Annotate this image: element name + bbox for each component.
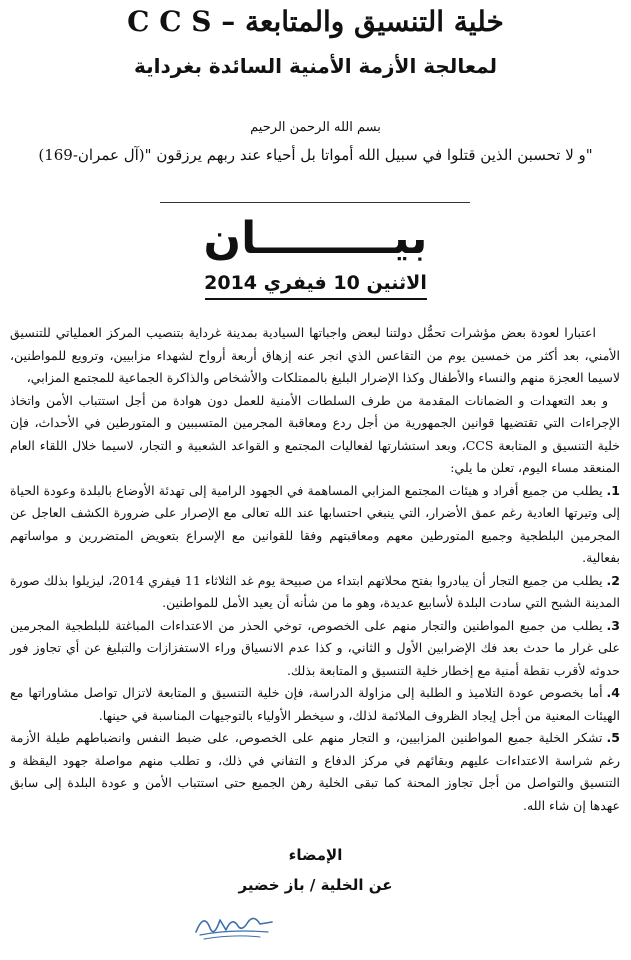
document-title: بيـــــــــان <box>203 213 428 264</box>
signer-name: عن الخلية / باز خضير <box>238 876 393 894</box>
intro-paragraph: اعتبارا لعودة بعض مؤشرات تحمُّل دولتنا لبعض واجباتها السيادية بمدينة غرداية بتنصيب المركز العملياتي للتنسيق الأمني، بعد أكثر من خمسين يوم من التقاعس الذي انجر عنه إزهاق أربعة أرواح لشهداء مزابيين، وترويع للمواطنين، لاسيما العجزة منهم والنساء والأطفال وكذا الإضرار البليغ بالممتلكات والأشخاص والذاكرة الجماعية للمجتمع المزابي، <box>10 325 620 385</box>
list-item <box>10 570 620 615</box>
list-item <box>10 615 620 683</box>
document-date: الاثنين 10 فيفري 2014 <box>204 272 427 294</box>
separator-line <box>160 202 470 203</box>
header-organization-purpose: لمعالجة الأزمة الأمنية السائدة بغرداية <box>133 54 498 78</box>
item-text: يطلب من جميع التجار أن يبادروا بفتح محلاتهم ابتداء من صبيحة يوم غد الثلاثاء 11 فيفري 2014، ليزيلوا بذلك صورة المدينة الشبح التي سادت البلدة لأسابيع عديدة، وهو ما من شأنه أن يعيد الأمل للمواطنين. <box>10 572 620 610</box>
list-item <box>10 727 620 817</box>
basmala: بسم الله الرحمن الرحيم <box>250 120 381 135</box>
item-number: 2. <box>606 572 620 588</box>
document-body <box>10 322 620 817</box>
commitments-paragraph: و بعد التعهدات و الضمانات المقدمة من طرف السلطات الأمنية للعمل دون هوادة من أجل استتباب الأمن واتخاذ الإجراءات التي تقتضيها قوانين الجمهورية من أجل ردع ومعاقبة المجرمين المتسببين و المتورطين في الأحداث، فإن خلية التنسيق و المتابعة CCS، وبعد استشارتها لفعاليات المجتمع و القواعد الشعبية و التجار، لاسيما خلال اللقاء العام المنعقد مساء اليوم، تعلن ما يلي: <box>10 392 620 475</box>
item-text: أما بخصوص عودة التلاميذ و الطلبة إلى مزاولة الدراسة، فإن خلية التنسيق و المتابعة لاتزال تواصل مشاوراتها مع الهيئات المعنية من أجل إيجاد الظروف الملائمة لذلك، و سيخطر الأولياء بالتوجيهات المناسبة في حينها. <box>10 685 620 723</box>
item-text: يطلب من جميع المواطنين والتجار منهم على الخصوص، توخي الحذر من الاعتداءات المباغتة للبلطجية المجرمين على غرار ما حدث بعد فك الإضرابين الأول و الثاني، و كذا عدم الانسياق وراء الاستفزازات والتبليغ عن أي تجاوز فور حدوثه لأقرب نقطة أمنية مع إخطار خلية التنسيق و المتابعة بذلك. <box>10 617 620 678</box>
header-organization-name: خلية التنسيق والمتابعة – C C S <box>127 5 504 38</box>
item-number: 3. <box>606 617 620 633</box>
item-text: تشكر الخلية جميع المواطنين المزابيين، و التجار منهم على الخصوص، على ضبط النفس وانضباطهم طيلة الأزمة رغم شراسة الاعتداءات عليهم وبقائهم في مركز الدفاع و التفاني في ذلك، و تطلب منهم مواصلة جهود اليقظة و التنسيق والتواصل من أجل تجاوز المحنة كما تبقى الخلية رهن الجميع حتى استتباب الأمن و عودة البلدة إلى سابق عهدها إن شاء الله. <box>10 730 620 813</box>
list-item <box>10 682 620 727</box>
signature-label: الإمضاء <box>288 846 343 864</box>
item-number: 5. <box>606 730 620 745</box>
item-number: 1. <box>606 482 620 498</box>
item-number: 4. <box>606 685 620 700</box>
item-text: يطلب من جميع أفراد و هيئات المجتمع المزابي المساهمة في الجهود الرامية إلى تهدئة الأوضاع بالبلدة وعودة الحياة إلى وتيرتها العادية رغم عمق الأضرار، التي ينبغي احتسابها عند الله تعالى مع الإصرار على ضرورة الكشف العاجل عن المجرمين البلطجية وجميع المتورطين معهم ومعاقبتهم وفقا للقوانين مع الإسراع بتعويض المتضررين و مواساتهم بفعالية. <box>10 482 620 565</box>
quran-verse: "و لا تحسبن الذين قتلوا في سبيل الله أمواتا بل أحياء عند ربهم يرزقون "(آل عمران-169) <box>38 146 593 164</box>
list-item <box>10 480 620 570</box>
handwritten-signature <box>190 902 280 942</box>
date-underline <box>205 298 427 300</box>
